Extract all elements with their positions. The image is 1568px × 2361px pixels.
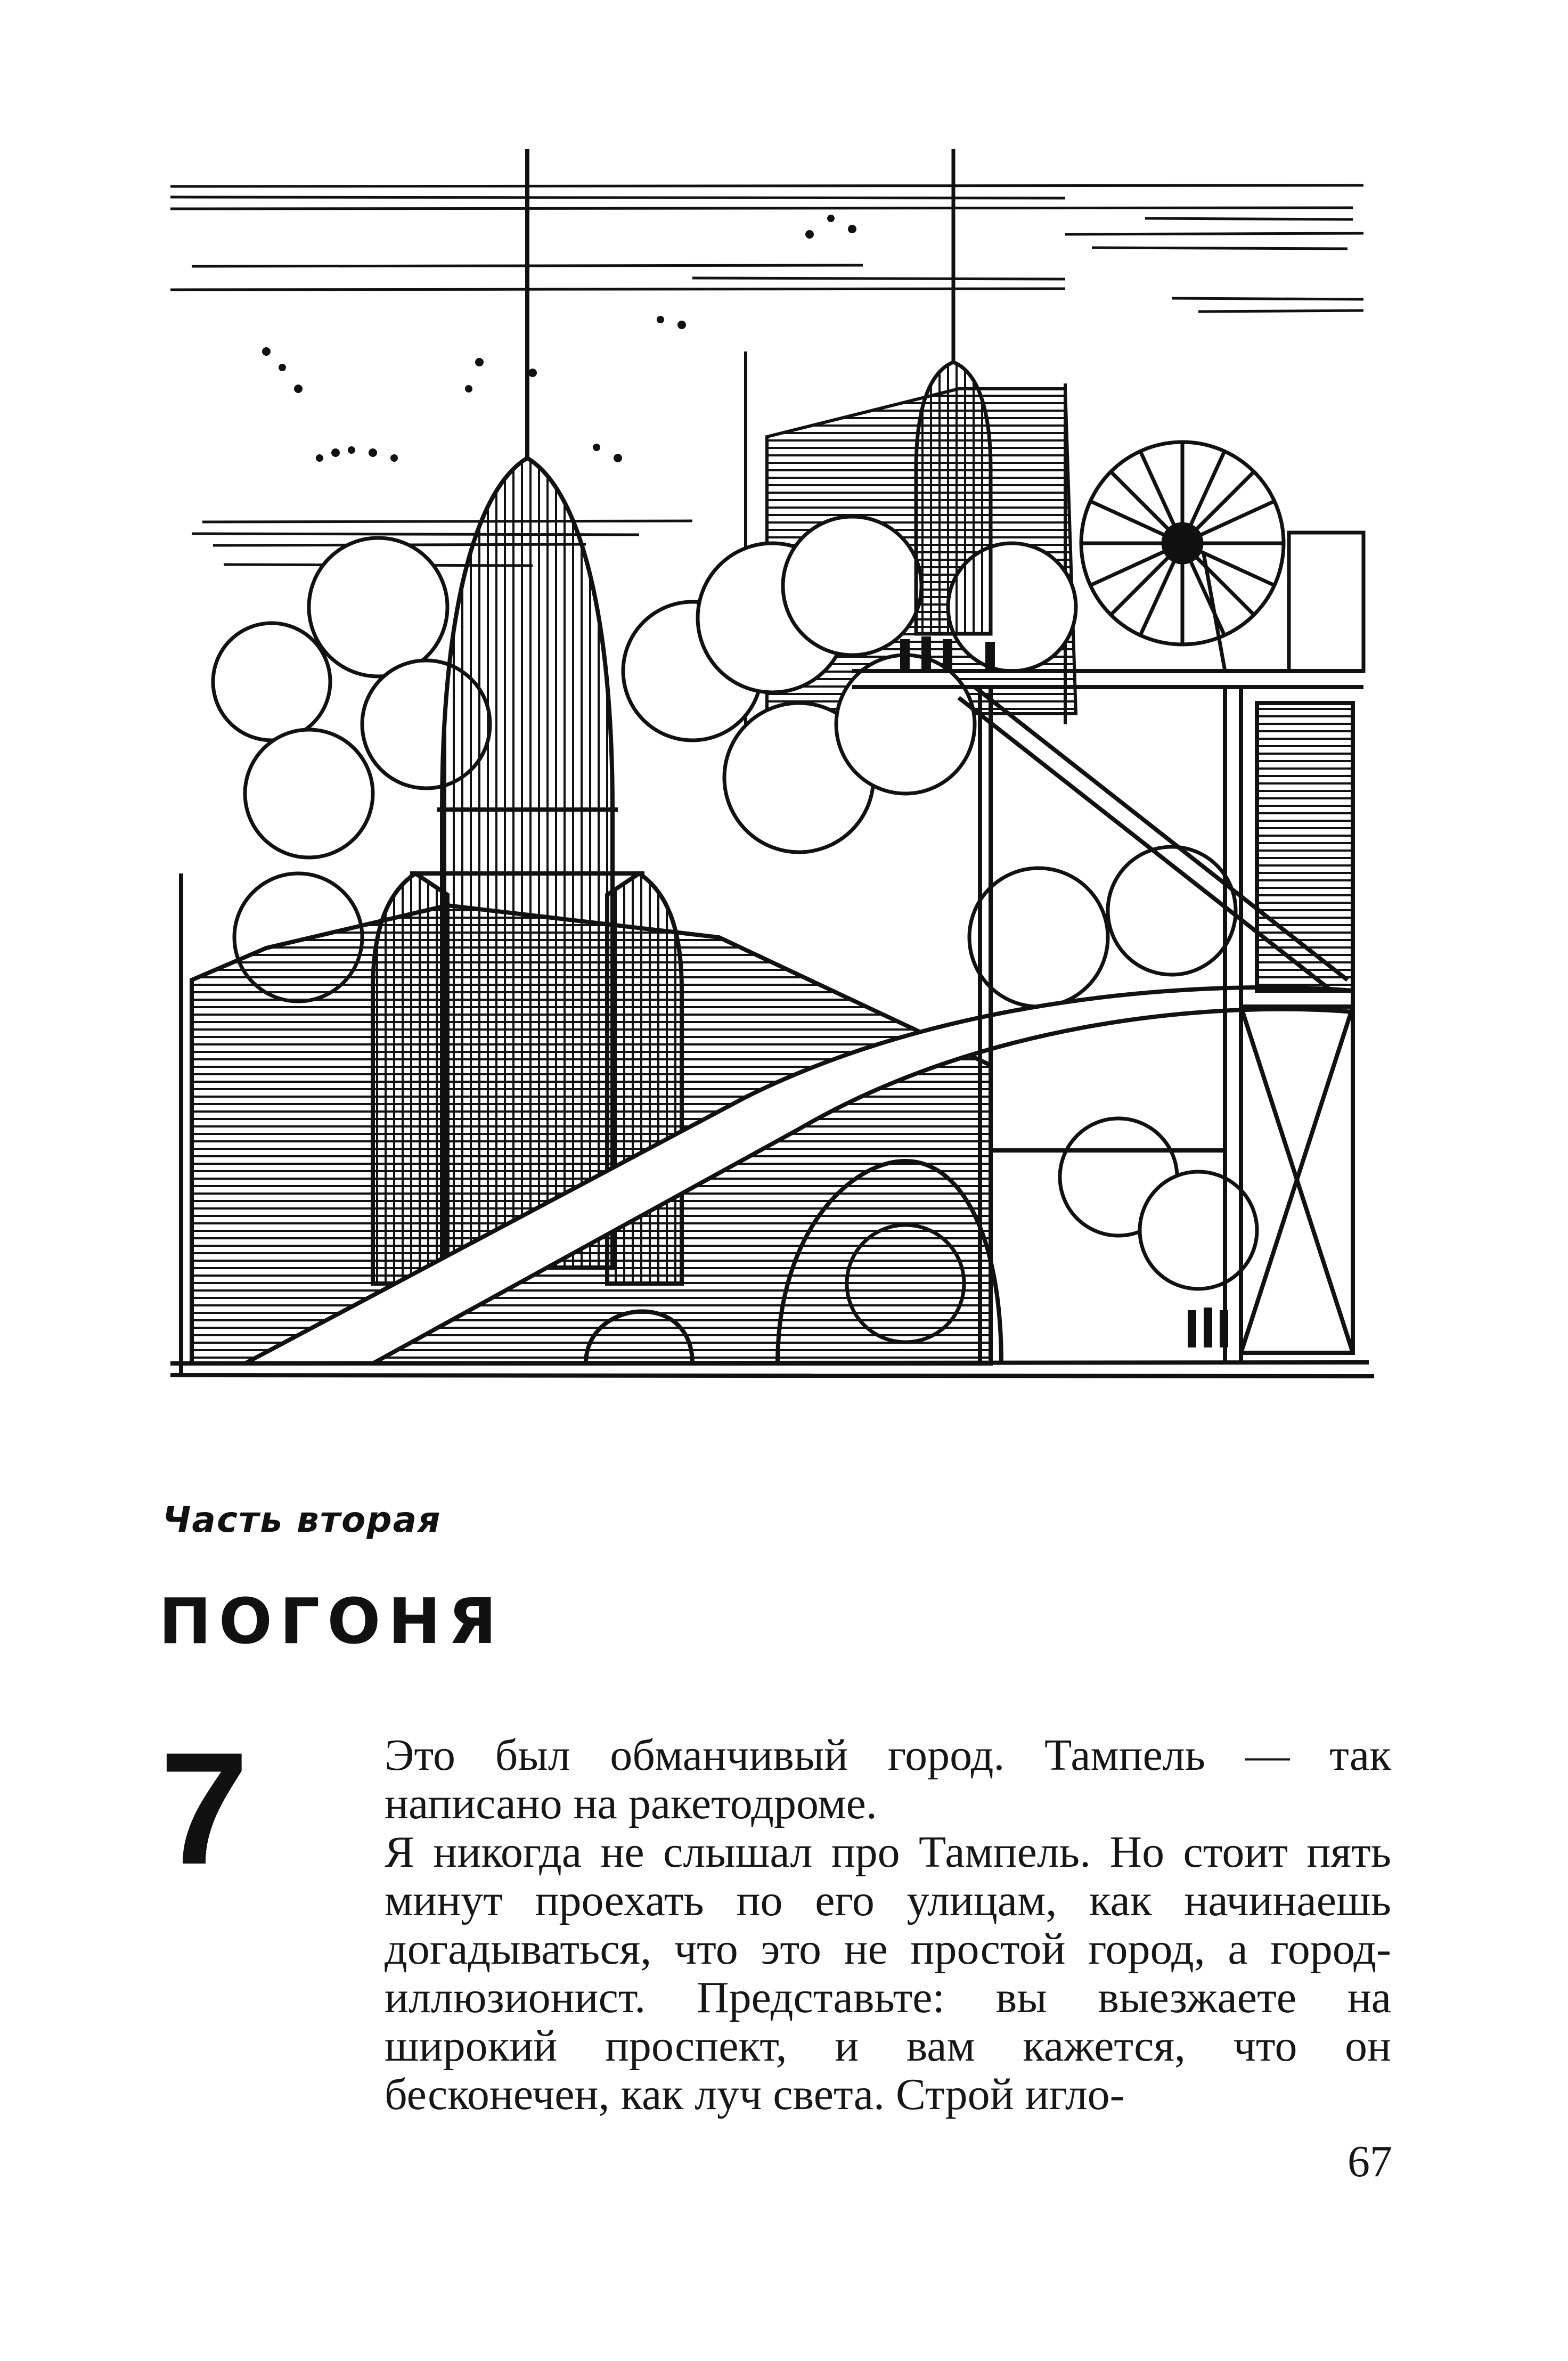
paragraph-2: Я никогда не слышал про Тампель. Но стоит пять минут проехать по его улицам, как начинаешь догадываться, что это не простой город, а город-иллюзионист. Представьте: вы выезжаете на широкий проспект, и вам кажется, что он бесконечен, как луч света. Строй игло- xyxy=(385,1827,1391,2119)
chapter-title: ПОГОНЯ xyxy=(159,1584,504,1658)
paragraph-1: Это был обманчивый город. Тампель — так написано на ракетодроме. xyxy=(385,1730,1391,1828)
radar-dish xyxy=(1081,442,1363,671)
part-label: Часть вторая xyxy=(162,1499,442,1540)
chapter-number: 7 xyxy=(160,1719,249,1898)
bird-flock xyxy=(262,215,856,462)
small-rocket xyxy=(916,149,991,634)
page-number: 67 xyxy=(1348,2137,1392,2186)
body-text xyxy=(385,1731,1391,2119)
rocket-launch-illustration xyxy=(160,138,1385,1385)
